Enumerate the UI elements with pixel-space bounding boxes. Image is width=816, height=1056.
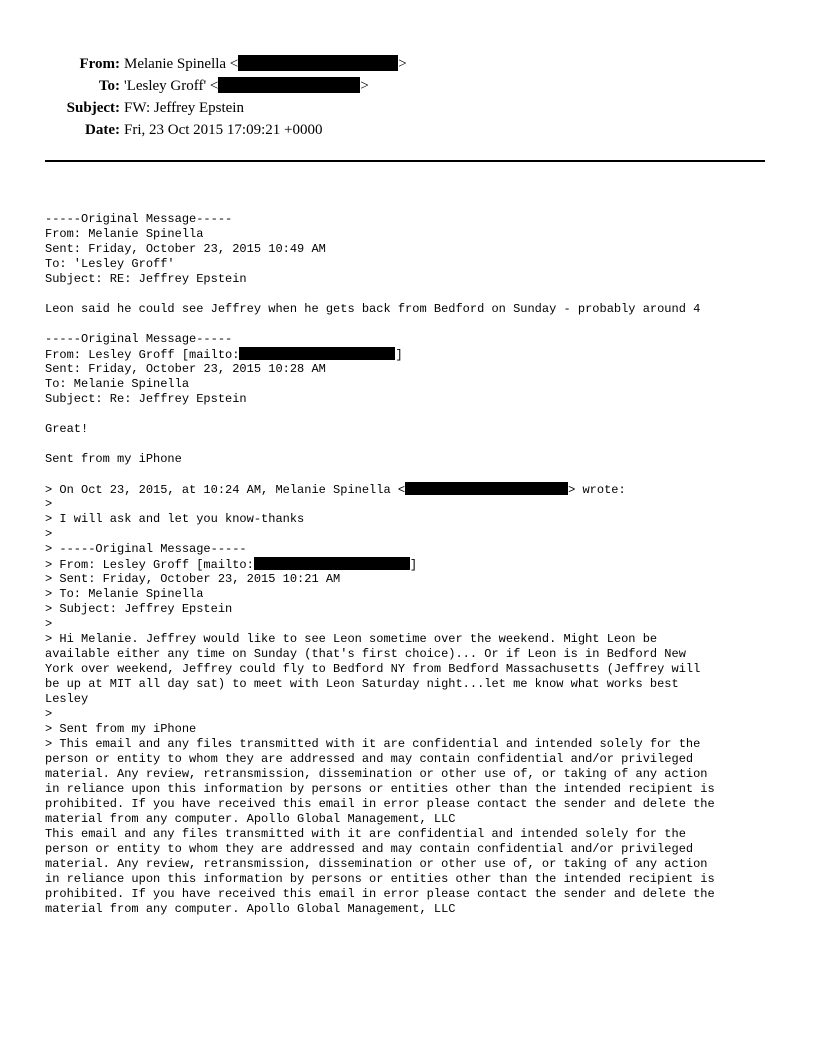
disclaimer-line: > This email and any files transmitted with it are confidential and intended solely for the bbox=[45, 737, 701, 751]
blank-line bbox=[45, 317, 775, 332]
quote-prefix: > On Oct 23, 2015, at 10:24 AM, Melanie Spinella < bbox=[45, 483, 406, 497]
body-line: Sent: Friday, October 23, 2015 10:28 AM bbox=[45, 362, 326, 376]
body-line: > Sent from my iPhone bbox=[45, 722, 197, 736]
from-close: > bbox=[398, 56, 407, 72]
mailto-suffix: ] bbox=[409, 558, 418, 572]
body-line: -----Original Message----- bbox=[45, 212, 233, 226]
disclaimer-line: person or entity to whom they are addressed and may contain confidential and/or privileged bbox=[45, 842, 694, 856]
from-label: From: bbox=[79, 56, 120, 72]
body-line: To: 'Lesley Groff' bbox=[45, 257, 175, 271]
body-line: > Subject: Jeffrey Epstein bbox=[45, 602, 233, 616]
disclaimer-line: person or entity to whom they are addressed and may contain confidential and/or privileged bbox=[45, 752, 694, 766]
body-line: Great! bbox=[45, 422, 89, 436]
disclaimer-line: in reliance upon this information by persons or entities other than the intended recipient is bbox=[45, 782, 715, 796]
body-line: From: Melanie Spinella bbox=[45, 227, 204, 241]
body-line: Leon said he could see Jeffrey when he gets back from Bedford on Sunday - probably around 4 bbox=[45, 302, 701, 316]
body-line: > Hi Melanie. Jeffrey would like to see Leon sometime over the weekend. Might Leon be bbox=[45, 632, 658, 646]
body-line: Subject: RE: Jeffrey Epstein bbox=[45, 272, 247, 286]
redacted-email bbox=[218, 77, 360, 93]
redacted-email bbox=[238, 55, 398, 71]
body-line: York over weekend, Jeffrey could fly to Bedford NY from Bedford Massachusetts (Jeffrey will bbox=[45, 662, 701, 676]
body-line bbox=[45, 482, 775, 497]
from-name: Melanie Spinella < bbox=[124, 56, 239, 72]
redacted-email bbox=[405, 482, 568, 495]
body-line: Subject: Re: Jeffrey Epstein bbox=[45, 392, 247, 406]
blank-line bbox=[45, 467, 775, 482]
disclaimer-line: This email and any files transmitted with it are confidential and intended solely for the bbox=[45, 827, 686, 841]
disclaimer-line: prohibited. If you have received this email in error please contact the sender and delete the bbox=[45, 887, 715, 901]
to-label: To: bbox=[98, 78, 120, 94]
blank-line bbox=[45, 287, 775, 302]
disclaimer-line: prohibited. If you have received this email in error please contact the sender and delete the bbox=[45, 797, 715, 811]
subject-label: Subject: bbox=[66, 100, 120, 116]
body-line: > -----Original Message----- bbox=[45, 542, 247, 556]
disclaimer-line: material from any computer. Apollo Global Management, LLC bbox=[45, 812, 456, 826]
mailto-prefix: From: Lesley Groff [mailto: bbox=[45, 348, 240, 362]
blank-line bbox=[45, 437, 775, 452]
to-close: > bbox=[360, 78, 369, 94]
subject-value: FW: Jeffrey Epstein bbox=[124, 100, 244, 116]
redacted-email bbox=[239, 347, 395, 360]
body-line bbox=[45, 557, 775, 572]
body-line: > bbox=[45, 707, 53, 721]
redacted-email bbox=[254, 557, 410, 570]
body-line: -----Original Message----- bbox=[45, 332, 233, 346]
disclaimer-line: material. Any review, retransmission, dissemination or other use of, or taking of any action bbox=[45, 767, 708, 781]
mailto-prefix: > From: Lesley Groff [mailto: bbox=[45, 558, 254, 572]
quote-suffix: > wrote: bbox=[568, 483, 626, 497]
body-line: be up at MIT all day sat) to meet with Leon Saturday night...let me know what works best bbox=[45, 677, 679, 691]
body-line: Lesley bbox=[45, 692, 89, 706]
date-value: Fri, 23 Oct 2015 17:09:21 +0000 bbox=[124, 122, 323, 138]
date-label: Date: bbox=[85, 122, 120, 138]
to-name: 'Lesley Groff' < bbox=[124, 78, 219, 94]
blank-line bbox=[45, 407, 775, 422]
body-line bbox=[45, 347, 775, 362]
body-line: > To: Melanie Spinella bbox=[45, 587, 204, 601]
body-line: > I will ask and let you know-thanks bbox=[45, 512, 305, 526]
to-value bbox=[124, 75, 369, 97]
body-line: Sent: Friday, October 23, 2015 10:49 AM bbox=[45, 242, 326, 256]
body-line: > Sent: Friday, October 23, 2015 10:21 AM bbox=[45, 572, 341, 586]
body-line: > bbox=[45, 497, 53, 511]
mailto-suffix: ] bbox=[395, 348, 403, 362]
body-line: Sent from my iPhone bbox=[45, 452, 182, 466]
from-value bbox=[124, 53, 407, 75]
body-line: available either any time on Sunday (that's first choice)... Or if Leon is in Bedford New bbox=[45, 647, 686, 661]
header-divider bbox=[45, 160, 765, 162]
body-line: > bbox=[45, 617, 53, 631]
disclaimer-line: material. Any review, retransmission, dissemination or other use of, or taking of any action bbox=[45, 857, 708, 871]
body-line: To: Melanie Spinella bbox=[45, 377, 190, 391]
body-line: > bbox=[45, 527, 53, 541]
disclaimer-line: in reliance upon this information by persons or entities other than the intended recipient is bbox=[45, 872, 715, 886]
disclaimer-line: material from any computer. Apollo Global Management, LLC bbox=[45, 902, 456, 916]
email-body bbox=[45, 212, 775, 917]
